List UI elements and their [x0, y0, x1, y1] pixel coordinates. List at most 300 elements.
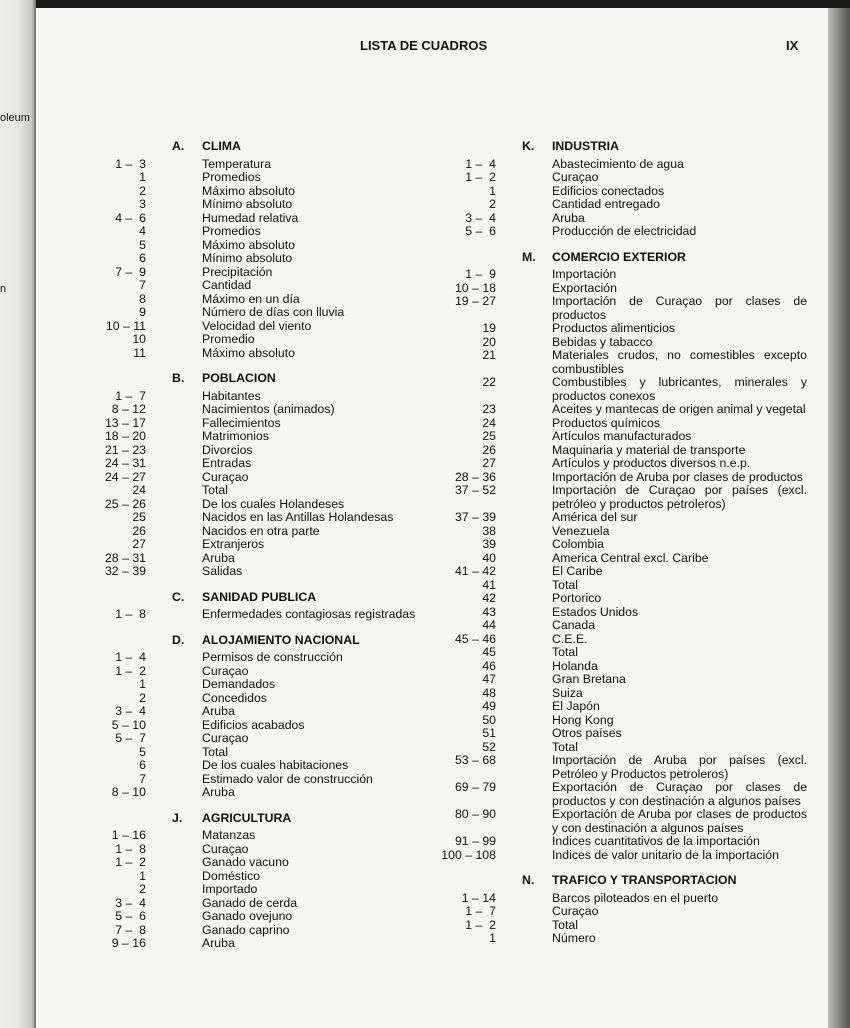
table-title: Artículos manufacturados	[552, 429, 692, 443]
table-number: 48	[482, 685, 496, 700]
table-number: 28 – 31	[104, 550, 146, 565]
toc-entry	[89, 910, 419, 924]
toc-entry	[439, 754, 809, 781]
toc-entry	[89, 829, 419, 843]
toc-entry	[89, 293, 419, 307]
table-number: 1 – 8	[115, 841, 146, 856]
table-title: Exportación de Curaçao por clases de productos y con destinación a algunos países	[552, 780, 807, 808]
toc-entry	[439, 417, 809, 431]
table-title: Cantidad entregado	[552, 197, 661, 211]
toc-entry	[89, 279, 419, 293]
toc-entry	[89, 897, 419, 911]
document-page	[36, 8, 828, 1028]
toc-entry	[89, 692, 419, 706]
table-number: 37 – 39	[454, 510, 496, 524]
toc-entry	[439, 376, 809, 403]
section-letter: N.	[522, 873, 535, 887]
table-number: 26	[482, 442, 496, 457]
binding-shadow	[828, 8, 850, 1028]
table-title: Importado	[202, 882, 258, 896]
table-title: Total	[552, 739, 578, 754]
table-title: Holanda	[552, 658, 598, 673]
table-number: 25 – 26	[104, 496, 146, 511]
table-number: 38	[482, 523, 496, 538]
section-title: TRAFICO Y TRANSPORTACION	[552, 873, 737, 887]
table-title: Curaçao	[552, 904, 599, 918]
table-number: 21	[482, 348, 496, 362]
toc-entry	[439, 741, 809, 755]
table-number: 40	[482, 550, 496, 565]
table-title: Aruba	[202, 785, 235, 799]
toc-entry	[89, 333, 419, 347]
toc-entry	[439, 471, 809, 485]
table-title: Total	[552, 577, 578, 592]
table-number: 7	[139, 278, 146, 292]
table-title: Ganado de cerda	[202, 895, 298, 910]
toc-entry	[439, 932, 809, 946]
table-number: 4 – 6	[115, 210, 146, 225]
table-title: De los cuales Holandeses	[202, 496, 345, 511]
table-title: Productos alimenticios	[552, 321, 676, 335]
table-title: Permisos de construcción	[202, 650, 343, 664]
table-title: Máximo en un día	[202, 291, 300, 306]
toc-entry	[439, 198, 809, 212]
toc-entry	[89, 924, 419, 938]
table-title: Curaçao	[202, 731, 249, 745]
table-number: 21 – 23	[104, 442, 146, 457]
table-number: 1 – 2	[465, 917, 496, 932]
table-number: 80 – 90	[454, 807, 496, 821]
table-title: Fallecimientos	[202, 415, 281, 430]
table-title: Importación de Aruba por clases de productos	[552, 469, 803, 484]
table-number: 2	[139, 690, 146, 705]
toc-entry	[89, 198, 419, 212]
section-heading	[522, 140, 809, 154]
toc-entry	[89, 538, 419, 552]
table-title: Total	[202, 483, 228, 497]
table-title: Máximo absoluto	[202, 345, 295, 360]
table-title: Importación de Curaçao por clases de productos	[552, 294, 807, 322]
page-title: LISTA DE CUADROS	[360, 38, 488, 53]
section-title: COMERCIO EXTERIOR	[552, 249, 686, 264]
table-number: 27	[132, 537, 146, 551]
table-title: Gran Bretana	[552, 672, 626, 686]
toc-entry	[439, 727, 809, 741]
table-number: 22	[482, 375, 496, 389]
table-title: Combustibles y lubricantes, minerales y productos conexos	[552, 375, 807, 403]
toc-entry	[89, 759, 419, 773]
section-letter: A.	[172, 139, 185, 153]
toc-entry	[89, 608, 419, 622]
table-title: Total	[552, 917, 578, 932]
table-title: Portorico	[552, 591, 602, 605]
table-number: 1 – 7	[115, 388, 146, 403]
table-title: Importación de Aruba por países (excl. Petróleo y Productos petroleros)	[552, 753, 807, 781]
toc-entry	[89, 390, 419, 404]
toc-entry	[439, 552, 809, 566]
section-heading	[522, 251, 809, 265]
table-number: 3	[139, 197, 146, 211]
toc-entry	[89, 212, 419, 226]
table-number: 4	[139, 224, 146, 238]
toc-section	[89, 372, 419, 579]
table-title: El Caribe	[552, 564, 603, 578]
right-column	[439, 140, 809, 958]
toc-entry	[89, 773, 419, 787]
table-number: 7 – 9	[115, 264, 146, 279]
table-title: Precipitación	[202, 264, 273, 279]
toc-section	[439, 251, 809, 863]
toc-entry	[439, 268, 809, 282]
table-number: 3 – 4	[465, 210, 496, 225]
table-number: 27	[482, 456, 496, 470]
toc-entry	[439, 565, 809, 579]
table-number: 28 – 36	[454, 469, 496, 484]
table-title: Colombia	[552, 537, 604, 551]
table-number: 37 – 52	[454, 483, 496, 497]
toc-entry	[89, 732, 419, 746]
section-letter: J.	[172, 810, 183, 825]
table-title: Indices cuantitativos de la importación	[552, 834, 760, 848]
table-title: Matrimonios	[202, 429, 269, 443]
table-number: 51	[482, 726, 496, 740]
toc-entry	[89, 347, 419, 361]
toc-section	[89, 634, 419, 800]
table-number: 1 – 2	[115, 663, 146, 678]
table-number: 49	[482, 699, 496, 713]
table-number: 39	[482, 537, 496, 551]
table-title: Matanzas	[202, 828, 256, 842]
table-number: 69 – 79	[454, 780, 496, 794]
toc-entry	[89, 171, 419, 185]
table-number: 42	[482, 591, 496, 605]
table-title: Promedios	[202, 170, 261, 184]
table-number: 1 – 16	[111, 828, 146, 842]
section-title: INDUSTRIA	[552, 139, 619, 153]
section-heading	[172, 140, 419, 154]
toc-entry	[89, 417, 419, 431]
toc-section	[89, 140, 419, 360]
table-number: 47	[482, 672, 496, 686]
toc-entry	[439, 171, 809, 185]
table-title: Curaçao	[202, 663, 249, 678]
toc-entry	[89, 565, 419, 579]
table-number: 19 – 27	[454, 294, 496, 308]
table-title: Bebidas y tabacco	[552, 334, 653, 349]
table-title: Aruba	[552, 210, 585, 225]
toc-entry	[89, 856, 419, 870]
table-title: Nacidos en las Antillas Holandesas	[202, 510, 394, 524]
table-number: 1 – 2	[115, 855, 146, 869]
toc-entry	[439, 225, 809, 239]
table-title: Aceites y mantecas de origen animal y vegetal	[552, 402, 806, 416]
section-title: POBLACION	[202, 371, 276, 385]
toc-section	[89, 812, 419, 951]
table-title: Ganado ovejuno	[202, 909, 293, 923]
table-number: 10 – 11	[105, 318, 146, 333]
toc-entry	[439, 322, 809, 336]
table-number: 2	[139, 882, 146, 896]
table-title: América del sur	[552, 510, 638, 524]
table-title: Extranjeros	[202, 537, 265, 551]
toc-entry	[89, 552, 419, 566]
table-title: Suiza	[552, 685, 583, 700]
table-number: 1 – 7	[465, 904, 496, 918]
table-number: 5 – 7	[115, 731, 146, 745]
table-title: Temperatura	[202, 156, 272, 171]
section-title: AGRICULTURA	[202, 810, 292, 825]
toc-entry	[439, 295, 809, 322]
table-title: Indices de valor unitario de la importación	[552, 847, 779, 862]
table-title: Curaçao	[552, 170, 599, 184]
toc-entry	[439, 849, 809, 863]
table-title: Materiales crudos, no comestibles excepto combustibles	[552, 348, 807, 376]
table-number: 25	[482, 429, 496, 443]
toc-entry	[439, 633, 809, 647]
toc-entry	[439, 714, 809, 728]
toc-entry	[439, 484, 809, 511]
table-number: 24 – 31	[104, 456, 146, 470]
table-title: Edificios conectados	[552, 183, 665, 198]
table-number: 7 – 8	[115, 922, 146, 937]
page-number: IX	[786, 38, 799, 53]
table-number: 44	[482, 618, 496, 632]
toc-entry	[89, 525, 419, 539]
table-title: Edificios acabados	[202, 717, 305, 732]
section-title: CLIMA	[202, 139, 241, 153]
table-title: Total	[552, 645, 578, 659]
table-title: Otros países	[552, 726, 622, 740]
toc-entry	[89, 678, 419, 692]
toc-entry	[89, 786, 419, 800]
table-number: 1 – 4	[115, 650, 146, 664]
toc-entry	[89, 746, 419, 760]
table-title: Barcos piloteados en el puerto	[552, 890, 719, 905]
toc-entry	[89, 651, 419, 665]
table-title: Enfermedades contagiosas registradas	[202, 607, 416, 621]
left-page-edge	[0, 0, 36, 1028]
table-title: Demandados	[202, 677, 276, 691]
section-heading	[172, 372, 419, 386]
toc-entry	[439, 673, 809, 687]
table-number: 25	[132, 510, 146, 524]
table-number: 1	[139, 170, 146, 184]
toc-entry	[439, 606, 809, 620]
table-number: 24	[132, 483, 146, 497]
table-title: Nacimientos (animados)	[202, 402, 335, 416]
table-title: Divorcios	[202, 442, 253, 457]
table-title: America Central excl. Caribe	[552, 550, 709, 565]
table-number: 8	[139, 291, 146, 306]
table-number: 26	[132, 523, 146, 538]
table-title: Canada	[552, 618, 596, 632]
toc-entry	[89, 457, 419, 471]
table-title: Hong Kong	[552, 712, 614, 727]
toc-entry	[439, 185, 809, 199]
toc-entry	[439, 430, 809, 444]
table-number: 1 – 3	[115, 156, 146, 171]
section-heading	[172, 591, 419, 605]
table-title: Número de días con lluvia	[202, 305, 345, 319]
toc-section	[439, 874, 809, 946]
toc-entry	[89, 306, 419, 320]
toc-entry	[89, 883, 419, 897]
table-number: 6	[139, 758, 146, 772]
table-title: Nacidos en otra parte	[202, 523, 320, 538]
toc-entry	[439, 403, 809, 417]
toc-entry	[439, 538, 809, 552]
table-number: 19	[482, 321, 496, 335]
section-title: SANIDAD PUBLICA	[202, 589, 317, 604]
table-number: 7	[139, 771, 146, 786]
toc-section	[439, 140, 809, 239]
toc-entry	[439, 892, 809, 906]
toc-entry	[439, 212, 809, 226]
toc-entry	[439, 905, 809, 919]
toc-entry	[439, 919, 809, 933]
table-number: 11	[133, 345, 146, 360]
toc-entry	[89, 320, 419, 334]
table-number: 53 – 68	[454, 753, 496, 767]
table-title: Importación	[552, 267, 617, 281]
table-title: Curaçao	[202, 841, 249, 856]
edge-word: n	[0, 283, 7, 295]
toc-section	[89, 591, 419, 622]
table-number: 91 – 99	[454, 834, 496, 848]
toc-entry	[439, 660, 809, 674]
toc-entry	[89, 665, 419, 679]
toc-entry	[89, 705, 419, 719]
table-title: Doméstico	[202, 868, 261, 883]
table-title: Aruba	[202, 550, 235, 565]
table-number: 20	[482, 334, 496, 349]
table-number: 1	[489, 183, 496, 198]
table-title: Total	[202, 744, 228, 759]
table-title: Máximo absoluto	[202, 183, 295, 198]
table-number: 1 – 8	[115, 607, 146, 621]
table-title: Aruba	[202, 704, 235, 718]
edge-word: oleum	[0, 112, 30, 124]
toc-entry	[439, 336, 809, 350]
table-number: 50	[482, 712, 496, 727]
toc-entry	[89, 185, 419, 199]
table-number: 41	[482, 577, 496, 592]
toc-entry	[439, 444, 809, 458]
section-heading	[172, 634, 419, 648]
table-title: Ganado vacuno	[202, 855, 289, 869]
toc-entry	[439, 835, 809, 849]
table-number: 5 – 6	[465, 224, 496, 238]
section-title: ALOJAMIENTO NACIONAL	[202, 632, 360, 647]
section-letter: B.	[172, 371, 185, 385]
table-number: 1 – 14	[461, 890, 496, 905]
table-number: 24	[482, 415, 496, 430]
left-column	[89, 140, 419, 963]
section-letter: D.	[172, 632, 185, 647]
toc-entry	[89, 471, 419, 485]
table-title: Estados Unidos	[552, 604, 639, 619]
toc-entry	[89, 937, 419, 951]
table-number: 8 – 12	[111, 402, 146, 416]
toc-entry	[89, 158, 419, 172]
table-number: 5	[139, 237, 146, 252]
section-heading	[172, 812, 419, 826]
table-number: 6	[139, 251, 146, 265]
table-number: 10	[132, 332, 146, 346]
toc-entry	[439, 282, 809, 296]
toc-entry	[89, 225, 419, 239]
toc-entry	[89, 484, 419, 498]
table-title: Mínimo absoluto	[202, 197, 293, 211]
table-number: 1	[139, 677, 146, 691]
table-title: Entradas	[202, 456, 252, 470]
toc-entry	[89, 444, 419, 458]
table-number: 1	[139, 868, 146, 883]
table-number: 24 – 27	[104, 469, 146, 484]
toc-entry	[439, 700, 809, 714]
table-title: Maquinaria y material de transporte	[552, 442, 746, 457]
table-number: 45	[482, 645, 496, 659]
table-title: C.E.E.	[552, 631, 588, 646]
toc-entry	[439, 457, 809, 471]
table-title: Promedios	[202, 224, 261, 238]
toc-entry	[439, 158, 809, 172]
table-number: 45 – 46	[454, 631, 496, 646]
table-title: Promedio	[202, 332, 255, 346]
table-title: Cantidad	[202, 278, 252, 292]
toc-entry	[439, 579, 809, 593]
table-number: 32 – 39	[104, 564, 146, 578]
table-number: 1	[489, 931, 496, 945]
table-title: Humedad relativa	[202, 210, 299, 225]
table-number: 9	[139, 305, 146, 319]
table-title: Máximo absoluto	[202, 237, 295, 252]
section-letter: C.	[172, 589, 185, 604]
table-title: Velocidad del viento	[202, 318, 312, 333]
table-number: 1 – 4	[465, 156, 496, 171]
table-number: 1 – 9	[465, 267, 496, 281]
table-title: Salidas	[202, 564, 243, 578]
table-number: 18 – 20	[104, 429, 146, 443]
section-letter: K.	[522, 139, 535, 153]
toc-entry	[89, 239, 419, 253]
toc-entry	[89, 266, 419, 280]
toc-entry	[89, 430, 419, 444]
table-number: 2	[139, 183, 146, 198]
table-number: 3 – 4	[115, 704, 146, 718]
table-number: 3 – 4	[115, 895, 146, 910]
table-title: Estimado valor de construcción	[202, 771, 373, 786]
table-number: 13 – 17	[104, 415, 146, 430]
table-number: 41 – 42	[454, 564, 496, 578]
table-title: Artículos y productos diversos n.e.p.	[552, 456, 751, 470]
table-number: 52	[482, 739, 496, 754]
toc-entry	[89, 252, 419, 266]
table-title: Productos químicos	[552, 415, 660, 430]
toc-entry	[439, 511, 809, 525]
toc-entry	[89, 843, 419, 857]
table-title: Venezuela	[552, 523, 610, 538]
table-number: 9 – 16	[111, 936, 146, 950]
table-title: El Japón	[552, 699, 600, 713]
table-number: 5 – 10	[111, 717, 146, 732]
table-title: De los cuales habitaciones	[202, 758, 349, 772]
table-number: 10 – 18	[454, 280, 496, 295]
toc-entry	[89, 870, 419, 884]
toc-entry	[89, 403, 419, 417]
toc-entry	[439, 646, 809, 660]
table-number: 5 – 6	[115, 909, 146, 923]
